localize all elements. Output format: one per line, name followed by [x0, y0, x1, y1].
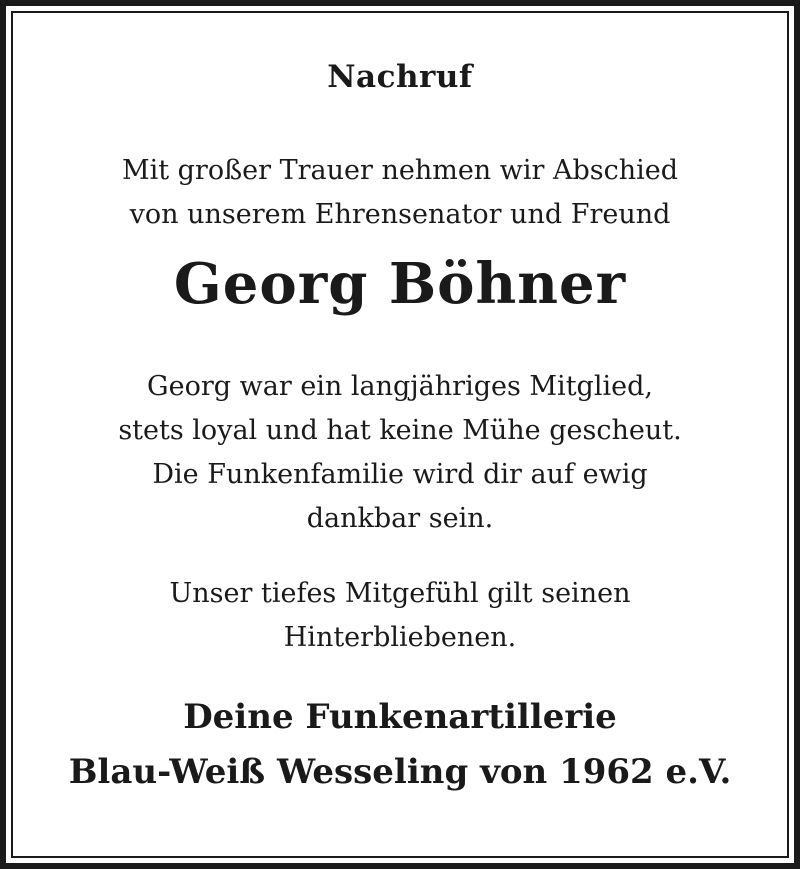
signature-line-1: Deine Funkenartillerie — [183, 697, 617, 737]
deceased-name: Georg Böhner — [173, 251, 627, 317]
signature-line-2: Blau-Weiß Wesseling von 1962 e.V. — [68, 752, 732, 792]
intro-line-1: Mit großer Trauer nehmen wir Abschied — [121, 155, 679, 186]
tribute-line-3: Die Funkenfamilie wird dir auf ewig — [152, 459, 648, 490]
condolence-line-1: Unser tiefes Mitgefühl gilt seinen — [169, 578, 631, 609]
tribute-line-2: stets loyal und hat keine Mühe gescheut. — [118, 415, 682, 446]
intro-line-2: von unserem Ehrensenator und Freund — [129, 199, 671, 230]
tribute-line-4: dankbar sein. — [306, 503, 494, 534]
condolence-line-2: Hinterbliebenen. — [283, 622, 517, 653]
tribute-line-1: Georg war ein langjähriges Mitglied, — [147, 371, 653, 402]
obituary-notice — [11, 11, 789, 858]
notice-title: Nachruf — [327, 59, 473, 95]
